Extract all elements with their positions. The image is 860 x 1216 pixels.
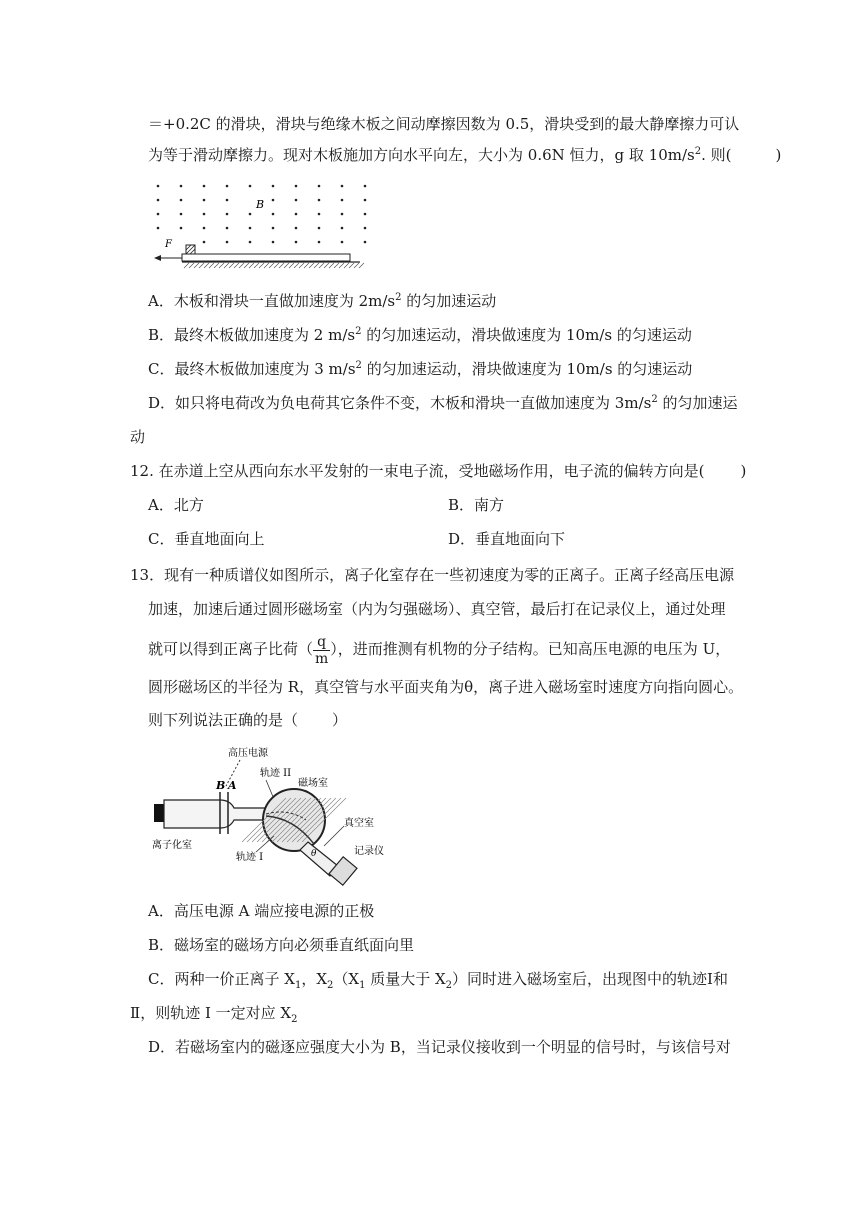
field-dot <box>249 227 252 230</box>
ground-hatch <box>254 263 259 268</box>
board <box>182 254 350 261</box>
q11-stem-line-1: ＝+0.2C 的滑块，滑块与绝缘木板之间动摩擦因数为 0.5，滑块受到的最大静摩擦力可认 <box>148 115 740 133</box>
field-dot <box>157 227 160 230</box>
ground-hatch <box>224 263 229 268</box>
field-dot <box>226 241 229 244</box>
ground-hatch <box>274 263 279 268</box>
field-dot <box>272 227 275 230</box>
q13-option-a: A．高压电源 A 端应接电源的正极 <box>148 902 375 920</box>
field-dot <box>364 241 367 244</box>
ground-hatch <box>264 263 269 268</box>
field-dot <box>226 213 229 216</box>
q13-option-d: D．若磁场室内的磁逐应强度大小为 B，当记录仪接收到一个明显的信号时，与该信号对 <box>148 1038 731 1056</box>
q13-stem-line-3: 就可以得到正离子比荷（ $\frac{q}{m}$ ），进而推测有机物的分子结构。已知高压电源的电压为 U， <box>148 633 731 667</box>
ground-hatch <box>354 263 359 268</box>
ground-hatch <box>244 263 249 268</box>
field-dot <box>203 199 206 202</box>
ground-hatch <box>214 263 219 268</box>
ground-hatch <box>279 263 284 268</box>
label-a-plate: A <box>228 779 237 792</box>
ground-hatch <box>194 263 199 268</box>
field-dot <box>295 213 298 216</box>
ground-hatch <box>234 263 239 268</box>
field-dot <box>180 185 183 188</box>
label-theta: θ <box>311 849 317 859</box>
field-dot <box>364 213 367 216</box>
ground-hatch <box>249 263 254 268</box>
ground-hatch <box>314 263 319 268</box>
ground-hatch <box>304 263 309 268</box>
q13-option-b: B．磁场室的磁场方向必须垂直纸面向里 <box>148 936 415 954</box>
field-dot <box>364 185 367 188</box>
field-dot <box>180 227 183 230</box>
field-dot <box>341 199 344 202</box>
force-label-f: F <box>165 239 172 250</box>
q13-stem-line-4: 圆形磁场区的半径为 R，真空管与水平面夹角为θ，离子进入磁场室时速度方向指向圆心。 <box>148 678 744 696</box>
field-dot <box>249 241 252 244</box>
ground-hatch <box>309 263 314 268</box>
field-dot <box>249 213 252 216</box>
field-dot <box>203 185 206 188</box>
field-dot <box>341 227 344 230</box>
field-dot <box>272 241 275 244</box>
field-dot <box>180 199 183 202</box>
ground-hatch <box>289 263 294 268</box>
field-dot <box>272 213 275 216</box>
q12-option-b: B．南方 <box>448 496 505 514</box>
q11-stem-line-2: 为等于滑动摩擦力。现对木板施加方向水平向左，大小为 0.6N 恒力，g 取 $10m/s^2$. 则( ) <box>148 146 782 164</box>
field-dot <box>203 227 206 230</box>
charge-mass-fraction: $\frac{q}{m}$ <box>315 633 329 667</box>
field-dot <box>157 213 160 216</box>
field-dot <box>226 185 229 188</box>
q12-option-d: D．垂直地面向下 <box>448 530 566 548</box>
ground-hatch <box>324 263 329 268</box>
ground-hatch <box>209 263 214 268</box>
ground-hatch <box>219 263 224 268</box>
ground-hatch <box>299 263 304 268</box>
field-dot <box>341 241 344 244</box>
field-dot <box>341 185 344 188</box>
field-dot <box>318 227 321 230</box>
field-dot <box>226 199 229 202</box>
q12-option-c: C．垂直地面向上 <box>148 530 265 548</box>
ground-hatch <box>259 263 264 268</box>
field-dot <box>318 213 321 216</box>
q11-option-b: B．最终木板做加速度为 2 $m/s^2$ 的匀加速运动，滑块做速度为 10m/s 的匀速运动 <box>148 326 692 344</box>
ground-hatch <box>329 263 334 268</box>
magnetic-field-dots <box>157 185 367 244</box>
q12-option-a: A．北方 <box>148 496 204 514</box>
field-label-b: B <box>256 198 265 211</box>
field-dot <box>295 199 298 202</box>
ground-hatch <box>359 263 364 268</box>
field-dot <box>341 213 344 216</box>
ground-hatch <box>339 263 344 268</box>
ground-hatch <box>189 263 194 268</box>
field-dot <box>203 241 206 244</box>
field-dot <box>157 185 160 188</box>
q13-option-c: C．两种一价正离子 $X_1$，$X_2(X_1$ 质量大于 $X_2$）同时进入磁场室后，出现图中的轨迹Ⅰ和 <box>148 970 728 991</box>
ground-hatch <box>334 263 339 268</box>
field-dot <box>272 185 275 188</box>
q11-option-d-wrap: 动 <box>130 428 146 446</box>
field-dot <box>364 227 367 230</box>
label-ion-chamber: 离子化室 <box>152 840 192 851</box>
q13-figure <box>148 742 388 890</box>
ground-hatch <box>344 263 349 268</box>
recorder-box <box>329 857 357 885</box>
field-dot <box>318 199 321 202</box>
ground-hatch <box>239 263 244 268</box>
field-dot <box>203 213 206 216</box>
label-recorder: 记录仪 <box>354 846 384 857</box>
q13-stem-line-2: 加速，加速后通过圆形磁场室（内为匀强磁场）、真空管，最后打在记录仪上，通过处理 <box>148 600 726 618</box>
q11-figure <box>150 180 382 270</box>
ground-hatch <box>184 263 189 268</box>
q13-option-c-wrap: Ⅱ，则轨迹 I 一定对应 $X_2$ <box>130 1004 298 1025</box>
ground-hatch <box>349 263 354 268</box>
field-dot <box>295 227 298 230</box>
q12-stem: 12. 在赤道上空从西向东水平发射的一束电子流，受地磁场作用，电子流的偏转方向是( ) <box>130 462 747 480</box>
field-dot <box>295 185 298 188</box>
ground-hatch <box>199 263 204 268</box>
q13-stem-line-1: 13．现有一种质谱仪如图所示，离子化室存在一些初速度为零的正离子。正离子经高压电源 <box>130 566 735 584</box>
field-dot <box>249 185 252 188</box>
field-dot <box>180 213 183 216</box>
field-dot <box>318 241 321 244</box>
ground-hatch <box>204 263 209 268</box>
q11-option-d: D．如只将电荷改为负电荷其它条件不变，木板和滑块一直做加速度为 $3m/s^2$ 的匀加速运 <box>148 394 738 412</box>
field-dot <box>272 199 275 202</box>
ground-hatch <box>319 263 324 268</box>
label-power: 高压电源 <box>228 748 268 759</box>
q11-option-a: A．木板和滑块一直做加速度为 $2m/s^2$ 的匀加速运动 <box>148 292 497 310</box>
ground-hatch <box>229 263 234 268</box>
label-vacuum: 真空室 <box>344 818 374 829</box>
q13-stem-line-5: 则下列说法正确的是（ ） <box>148 711 348 729</box>
label-track-2: 轨迹 II <box>260 768 292 779</box>
field-dot <box>157 199 160 202</box>
label-b-plate: B <box>216 779 226 792</box>
ground-hatch <box>284 263 289 268</box>
ground-hatch <box>269 263 274 268</box>
label-chamber: 磁场室 <box>298 778 328 789</box>
ground-hatch <box>294 263 299 268</box>
field-dot <box>295 241 298 244</box>
ionization-chamber <box>164 800 268 828</box>
field-dot <box>318 185 321 188</box>
field-dot <box>364 199 367 202</box>
q11-option-c: C．最终木板做加速度为 3 $m/s^2$ 的匀加速运动，滑块做速度为 10m/s 的匀速运动 <box>148 360 693 378</box>
label-track-1: 轨迹 I <box>236 852 264 863</box>
ion-source-cap <box>154 804 164 822</box>
field-dot <box>226 227 229 230</box>
